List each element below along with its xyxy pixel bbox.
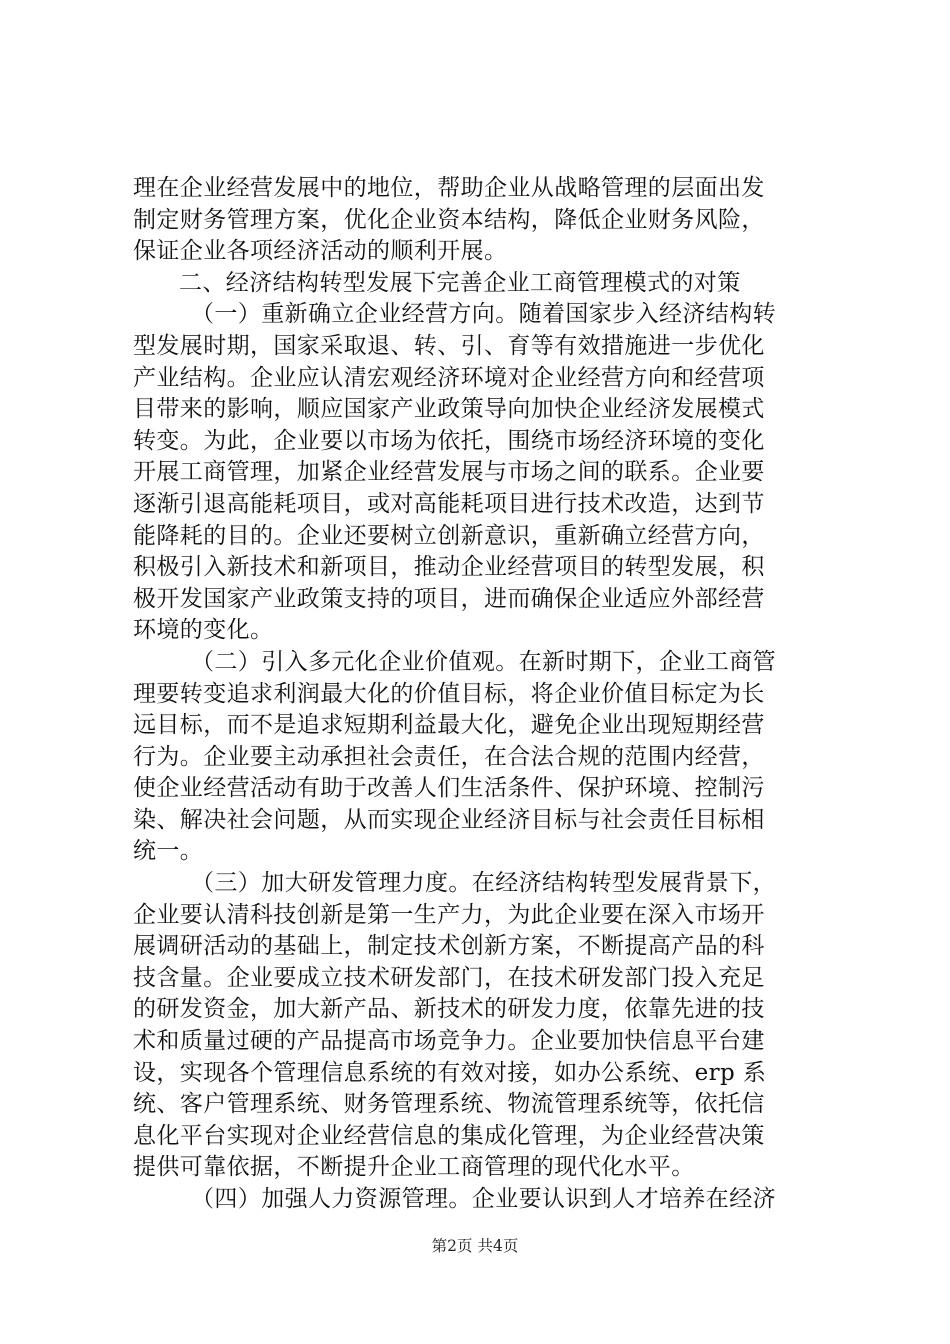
text-line: 统、客户管理系统、财务管理系统、物流管理系统等，依托信 <box>133 1091 765 1118</box>
paragraph-first-line: （二）引入多元化企业价值观。在新时期下，企业工商管 <box>191 648 776 675</box>
paragraph-first-line: （四）加强人力资源管理。企业要认识到人才培养在经济 <box>191 1186 776 1212</box>
text-line: 技含量。企业要成立技术研发部门，在技术研发部门投入充足 <box>133 964 765 991</box>
text-line: 保证企业各项经济活动的顺利开展。 <box>133 238 508 265</box>
text-line: 提供可靠依据，不断提升企业工商管理的现代化水平。 <box>133 1154 695 1181</box>
text-line: 型发展时期，国家采取退、转、引、育等有效措施进一步优化 <box>133 332 765 359</box>
text-line: 开展工商管理，加紧企业经营发展与市场之间的联系。企业要 <box>133 459 765 486</box>
text-line: 目带来的影响，顺应国家产业政策导向加快企业经济发展模式 <box>133 396 765 423</box>
text-line: 使企业经营活动有助于改善人们生活条件、保护环境、控制污 <box>133 775 765 802</box>
text-line: 极开发国家产业政策支持的项目，进而确保企业适应外部经营 <box>133 585 765 612</box>
text-line: 逐渐引退高能耗项目，或对高能耗项目进行技术改造，达到节 <box>133 490 765 517</box>
text-line: 理要转变追求利润最大化的价值目标，将企业价值目标定为长 <box>133 680 765 707</box>
document-body <box>133 173 835 1216</box>
text-line: 展调研活动的基础上，制定技术创新方案，不断提高产品的科 <box>133 933 765 960</box>
text-line: 环境的变化。 <box>133 617 274 644</box>
text-line: 设，实现各个管理信息系统的有效对接，如办公系统、erp 系 <box>133 1059 767 1086</box>
paragraph-first-line: （三）加大研发管理力度。在经济结构转型发展背景下， <box>191 870 776 897</box>
text-line: 产业结构。企业应认清宏观经济环境对企业经营方向和经营项 <box>133 364 765 391</box>
text-line: 的研发资金，加大新产品、新技术的研发力度，依靠先进的技 <box>133 996 765 1023</box>
paragraph-first-line: （一）重新确立企业经营方向。随着国家步入经济结构转 <box>191 301 776 328</box>
text-line: 息化平台实现对企业经营信息的集成化管理，为企业经营决策 <box>133 1122 765 1149</box>
text-line: 积极引入新技术和新项目，推动企业经营项目的转型发展，积 <box>133 554 765 581</box>
text-line: 制定财务管理方案，优化企业资本结构，降低企业财务风险， <box>133 206 765 233</box>
text-line: 能降耗的目的。企业还要树立创新意识，重新确立经营方向， <box>133 522 765 549</box>
text-line: 染、解决社会问题，从而实现企业经济目标与社会责任目标相 <box>133 806 765 833</box>
text-line: 理在企业经营发展中的地位，帮助企业从战略管理的层面出发 <box>133 175 765 201</box>
page-number-footer: 第2页 共4页 <box>431 1237 519 1255</box>
text-line: 转变。为此，企业要以市场为依托，围绕市场经济环境的变化 <box>133 427 765 454</box>
text-line: 术和质量过硬的产品提高市场竞争力。企业要加快信息平台建 <box>133 1028 765 1055</box>
text-line: 行为。企业要主动承担社会责任，在合法合规的范围内经营， <box>133 743 765 770</box>
text-line: 远目标，而不是追求短期利益最大化，避免企业出现短期经营 <box>133 712 765 739</box>
text-line: 企业要认清科技创新是第一生产力，为此企业要在深入市场开 <box>133 901 765 928</box>
section-heading: 二、经济结构转型发展下完善企业工商管理模式的对策 <box>179 269 741 296</box>
text-line: 统一。 <box>133 838 204 865</box>
